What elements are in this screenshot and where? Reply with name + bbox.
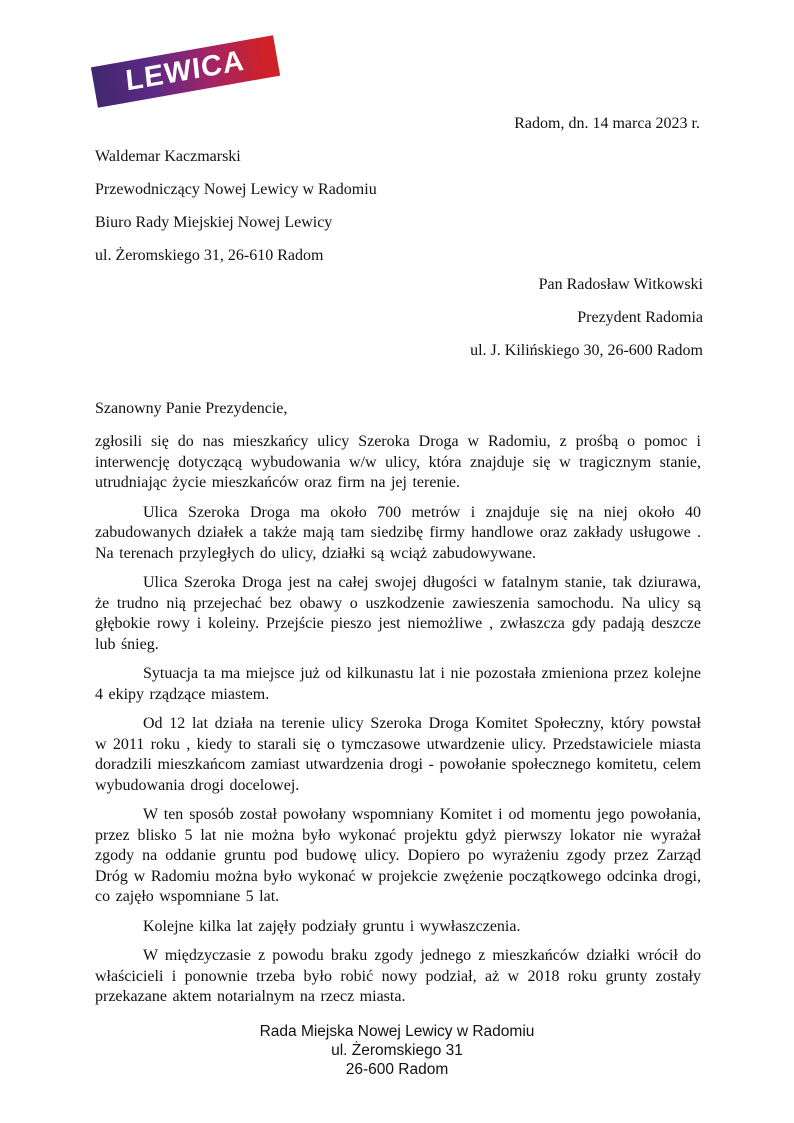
paragraph: zgłosili się do nas mieszkańcy ulicy Szeroka Droga w Radomiu, z prośbą o pomoc i interwencję dotyczącą wybudowania w/w ulicy, która znajduje się w tragicznym stanie, utrudniając życie mieszkańców oraz firm na jej terenie.: [95, 433, 701, 491]
paragraph: Kolejne kilka lat zajęły podziały gruntu i wywłaszczenia.: [143, 917, 521, 935]
recipient-block: [470, 268, 703, 367]
date-line: Radom, dn. 14 marca 2023 r.: [514, 115, 700, 132]
lewica-logo-text: LEWICA: [124, 44, 247, 98]
recipient-address: ul. J. Kilińskiego 30, 26-600 Radom: [470, 342, 703, 359]
paragraph: Ulica Szeroka Droga ma około 700 metrów i znajduje się na niej około 40 zabudowanych działek a także mają tam siedzibę firmy handlowe oraz zakłady usługowe . Na terenach przyległych do ulicy, działki są wciąż zabudowywane.: [95, 503, 701, 562]
salutation: Szanowny Panie Prezydencie,: [95, 400, 288, 417]
sender-block: [95, 140, 377, 272]
paragraph: Ulica Szeroka Droga jest na całej swojej długości w fatalnym stanie, tak dziurawa, że trudno nią przejechać bez obawy o uszkodzenie zawieszenia samochodu. Na ulicy są głębokie rowy i koleiny. Przejście pieszo jest niemożliwe , zwłaszcza gdy padają deszcze lub śnieg.: [95, 574, 701, 653]
sender-name: Waldemar Kaczmarski: [95, 148, 241, 165]
paragraph: W międzyczasie z powodu braku zgody jednego z mieszkańców działki wrócił do właścicieli i ponownie trzeba było robić nowy podział, aż w 2018 roku grunty zostały przekazane aktem notarialnym na rzecz miasta.: [95, 947, 701, 1005]
footer-block: [0, 1022, 794, 1079]
paragraph: Sytuacja ta ma miejsce już od kilkunastu lat i nie pozostała zmieniona przez kolejne 4 ekipy rządzące miastem.: [95, 665, 701, 703]
paragraph: W ten sposób został powołany wspomniany Komitet i od momentu jego powołania, przez blisko 5 lat nie można było wykonać projektu gdyż pierwszy lokator nie wyrażał zgody na oddanie gruntu pod budowę ulicy. Dopiero po wyrażeniu zgody przez Zarząd Dróg w Radomiu można było wykonać w projekcie zwężenie początkowego odcinka drogi, co zajęło wspomniane 5 lat.: [95, 806, 701, 905]
sender-address: ul. Żeromskiego 31, 26-610 Radom: [95, 247, 324, 264]
sender-title: Przewodniczący Nowej Lewicy w Radomiu: [95, 181, 377, 198]
paragraph: Od 12 lat działa na terenie ulicy Szeroka Droga Komitet Społeczny, który powstał w 2011 roku , kiedy to starali się o tymczasowe utwardzenie ulicy. Przedstawiciele miasta doradzili mieszkańcom zamiast utwardzenia drogi - powołanie społecznego komitetu, celem wybudowania drogi docelowej.: [95, 715, 701, 794]
footer-org: Rada Miejska Nowej Lewicy w Radomiu: [259, 1023, 535, 1040]
lewica-logo: [91, 35, 280, 108]
letter-body: [95, 432, 701, 1017]
sender-office: Biuro Rady Miejskiej Nowej Lewicy: [95, 214, 333, 231]
recipient-title: Prezydent Radomia: [577, 309, 703, 326]
footer-street: ul. Żeromskiego 31: [331, 1042, 463, 1059]
footer-city: 26-600 Radom: [345, 1061, 449, 1078]
recipient-name: Pan Radosław Witkowski: [538, 276, 703, 293]
